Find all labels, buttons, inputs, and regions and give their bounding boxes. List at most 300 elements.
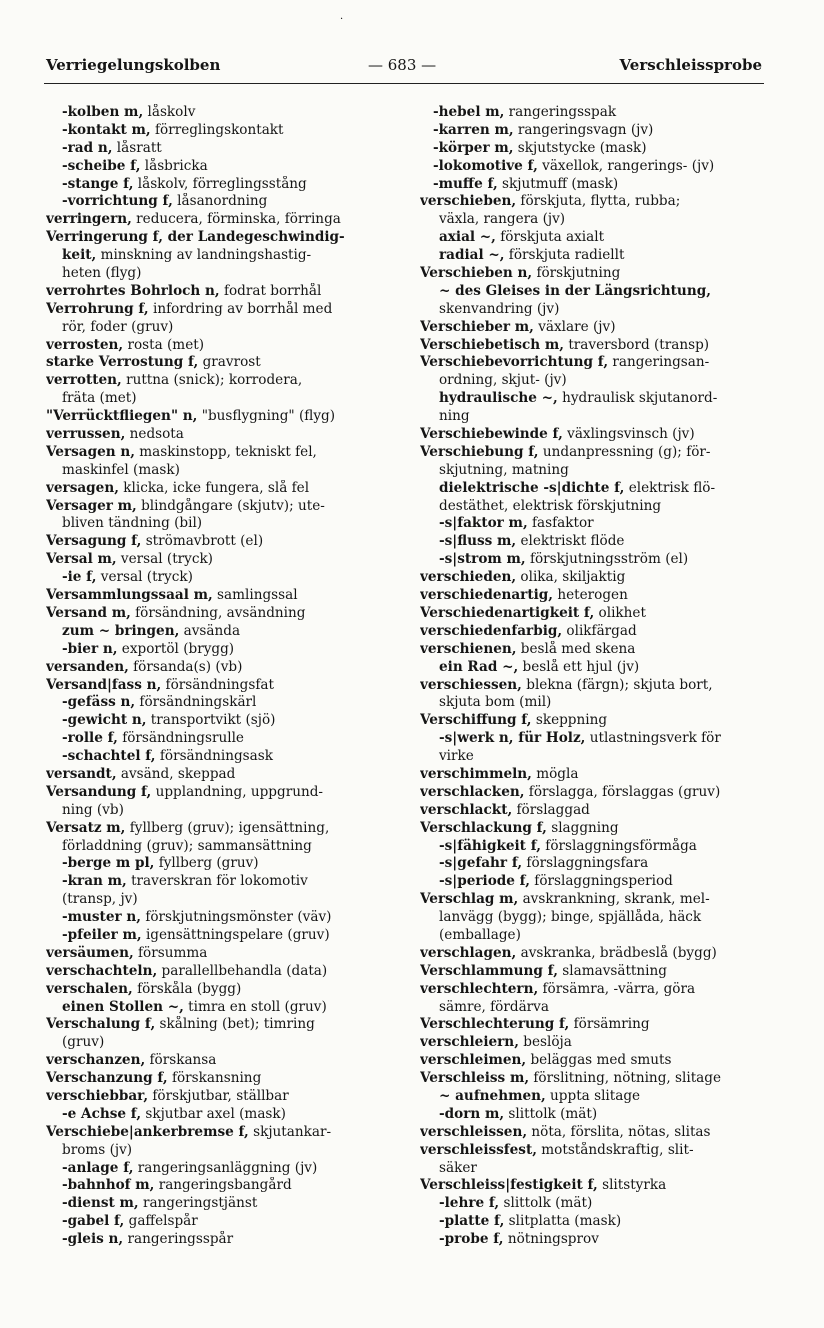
entry-line bbox=[420, 587, 772, 605]
entry-headword: Versager m, bbox=[46, 497, 137, 514]
entry-headword: hydraulische ~, bbox=[439, 390, 558, 407]
entry-headword: -e Achse f, bbox=[62, 1105, 142, 1122]
entry-line bbox=[46, 390, 398, 408]
entry-line bbox=[46, 1052, 398, 1070]
entry-definition: elektriskt flöde bbox=[516, 533, 625, 550]
entry-definition: beslöja bbox=[518, 1034, 572, 1051]
entry-headword: verrotten, bbox=[46, 372, 122, 389]
entry-line bbox=[420, 176, 772, 194]
entry-definition: rangeringsbangård bbox=[154, 1177, 292, 1194]
entry-line bbox=[46, 1124, 398, 1142]
entry-headword: -gleis n, bbox=[62, 1231, 124, 1248]
entry-definition: rangeringsvagn (jv) bbox=[513, 121, 654, 138]
entry-line bbox=[46, 873, 398, 891]
entry-line bbox=[420, 1142, 772, 1160]
entry-line bbox=[46, 193, 398, 211]
entry-headword: verschleissen, bbox=[420, 1123, 528, 1140]
entry-definition: bliven tändning (bil) bbox=[62, 515, 203, 532]
entry-headword: verschiedenartig, bbox=[420, 587, 554, 604]
entry-line bbox=[46, 766, 398, 784]
entry-definition: slaggning bbox=[546, 819, 619, 836]
entry-definition: blekna (färgn); skjuta bort, bbox=[521, 676, 713, 693]
entry-definition: beslå ett hjul (jv) bbox=[518, 658, 640, 675]
entry-definition: slitstyrka bbox=[597, 1177, 667, 1194]
entry-definition: (transp, jv) bbox=[62, 891, 138, 908]
entry-line bbox=[46, 927, 398, 945]
entry-line bbox=[46, 1213, 398, 1231]
entry-line bbox=[46, 480, 398, 498]
entry-definition: reducera, förminska, förringa bbox=[131, 211, 341, 228]
entry-headword: -s|fähigkeit f, bbox=[439, 837, 541, 854]
entry-definition: låskolv bbox=[143, 104, 196, 120]
entry-line bbox=[46, 1195, 398, 1213]
entry-line bbox=[420, 1231, 772, 1249]
entry-headword: verrosten, bbox=[46, 336, 124, 353]
entry-definition: ning (vb) bbox=[62, 801, 124, 818]
entry-definition: rör, foder (gruv) bbox=[62, 318, 174, 335]
entry-line bbox=[420, 193, 772, 211]
entry-definition: förskjuta, flytta, rubba; bbox=[516, 193, 681, 210]
entry-definition: klicka, icke fungera, slå fel bbox=[118, 479, 310, 496]
entry-line bbox=[46, 659, 398, 677]
entry-headword: Verschalung f, bbox=[46, 1016, 156, 1033]
entry-headword: verschiedenfarbig, bbox=[420, 622, 563, 639]
entry-definition: maskinfel (mask) bbox=[62, 461, 180, 478]
entry-headword: Verrohrung f, bbox=[46, 300, 149, 317]
entry-definition: beläggas med smuts bbox=[526, 1052, 672, 1069]
entry-definition: lanvägg (bygg); binge, spjällåda, häck bbox=[439, 909, 702, 926]
entry-line bbox=[46, 641, 398, 659]
entry-definition: försanda(s) (vb) bbox=[128, 658, 243, 675]
entry-definition: förskjutningsström (el) bbox=[525, 551, 689, 568]
entry-definition: förreglingskontakt bbox=[150, 121, 284, 138]
entry-line bbox=[46, 820, 398, 838]
entry-definition: rangeringsanläggning (jv) bbox=[133, 1159, 318, 1176]
entry-definition: ruttna (snick); korrodera, bbox=[121, 372, 303, 389]
entry-line bbox=[46, 1231, 398, 1249]
header-right-guideword: Verschleissprobe bbox=[619, 56, 762, 74]
entry-definition: transportvikt (sjö) bbox=[146, 712, 276, 729]
entry-definition: virke bbox=[439, 748, 474, 765]
entry-definition: (gruv) bbox=[62, 1034, 105, 1051]
entry-line bbox=[420, 766, 772, 784]
entry-line bbox=[420, 337, 772, 355]
entry-line bbox=[420, 319, 772, 337]
entry-headword: verschiessen, bbox=[420, 676, 522, 693]
entry-line bbox=[420, 1052, 772, 1070]
entry-line bbox=[420, 1195, 772, 1213]
entry-line bbox=[420, 247, 772, 265]
entry-definition: utlastningsverk för bbox=[585, 730, 721, 747]
entry-definition: hydraulisk skjutanord- bbox=[557, 390, 718, 407]
entry-definition: avsänd, skeppad bbox=[116, 765, 236, 782]
entry-headword: -karren m, bbox=[433, 121, 514, 138]
entry-definition: versal (tryck) bbox=[96, 569, 193, 586]
entry-definition: förskjutbar, ställbar bbox=[148, 1087, 289, 1104]
entry-definition: traversbord (transp) bbox=[564, 336, 710, 353]
entry-line bbox=[46, 372, 398, 390]
entry-line bbox=[420, 569, 772, 587]
entry-line bbox=[420, 855, 772, 873]
entry-headword: -schachtel f, bbox=[62, 748, 156, 765]
entry-definition: destäthet, elektrisk förskjutning bbox=[439, 497, 662, 514]
entry-line bbox=[46, 462, 398, 480]
entry-definition: motståndskraftig, slit- bbox=[536, 1141, 694, 1158]
entry-definition: försämra, -värra, göra bbox=[538, 980, 696, 997]
entry-line bbox=[46, 444, 398, 462]
entry-definition: minskning av landningshastig- bbox=[96, 247, 312, 264]
entry-definition: förskjuta radiellt bbox=[504, 247, 625, 264]
entry-headword: -scheibe f, bbox=[62, 157, 141, 174]
entry-definition: blindgångare (skjutv); ute- bbox=[136, 497, 325, 514]
entry-definition: rangeringsspak bbox=[504, 104, 617, 120]
entry-definition: fyllberg (gruv) bbox=[154, 855, 259, 872]
entry-line bbox=[46, 1088, 398, 1106]
entry-definition: skjuta bom (mil) bbox=[439, 694, 552, 711]
entry-line bbox=[46, 999, 398, 1017]
entry-headword: Verschleiss|festigkeit f, bbox=[420, 1177, 598, 1194]
entry-line bbox=[420, 515, 772, 533]
entry-line bbox=[46, 730, 398, 748]
entry-headword: -rad n, bbox=[62, 139, 113, 156]
entry-definition: skålning (bet); timring bbox=[155, 1016, 315, 1033]
entry-line bbox=[46, 551, 398, 569]
entry-line bbox=[46, 677, 398, 695]
page-number: — 683 — bbox=[368, 56, 437, 74]
entry-headword: verschanzen, bbox=[46, 1052, 146, 1069]
entry-definition: skenvandring (jv) bbox=[439, 300, 560, 317]
entry-definition: skjutstycke (mask) bbox=[513, 139, 647, 156]
entry-headword: keit, bbox=[62, 247, 97, 264]
entry-headword: -kontakt m, bbox=[62, 121, 151, 138]
entry-headword: verschleissfest, bbox=[420, 1141, 537, 1158]
entry-line bbox=[420, 426, 772, 444]
entry-headword: ~ aufnehmen, bbox=[439, 1087, 546, 1104]
entry-definition: sämre, fördärva bbox=[439, 998, 549, 1015]
entry-headword: versandt, bbox=[46, 765, 117, 782]
entry-line bbox=[420, 551, 772, 569]
entry-line bbox=[420, 265, 772, 283]
entry-headword: Verschiebetisch m, bbox=[420, 336, 564, 353]
entry-line bbox=[46, 426, 398, 444]
entry-definition: fasfaktor bbox=[527, 515, 594, 532]
entry-line bbox=[420, 1213, 772, 1231]
entry-definition: försumma bbox=[133, 944, 208, 961]
entry-line bbox=[46, 963, 398, 981]
entry-headword: verschleimen, bbox=[420, 1052, 527, 1069]
entry-definition: mögla bbox=[531, 765, 579, 782]
entry-line bbox=[46, 247, 398, 265]
entry-definition: låsbricka bbox=[140, 157, 208, 174]
entry-definition: samlingssal bbox=[212, 587, 298, 604]
entry-definition: broms (jv) bbox=[62, 1141, 133, 1158]
entry-definition: slitplatta (mask) bbox=[504, 1213, 622, 1230]
entry-definition: fräta (met) bbox=[62, 390, 137, 407]
entry-headword: -vorrichtung f, bbox=[62, 193, 173, 210]
entry-headword: Versagen n, bbox=[46, 443, 135, 460]
header-left-guideword: Verriegelungskolben bbox=[46, 56, 221, 74]
entry-headword: -lehre f, bbox=[439, 1195, 500, 1212]
entry-headword: verschieden, bbox=[420, 569, 517, 586]
entry-headword: Versagung f, bbox=[46, 533, 142, 550]
entry-definition: uppta slitage bbox=[545, 1087, 641, 1104]
entry-headword: einen Stollen ~, bbox=[62, 998, 184, 1015]
entry-definition: heten (flyg) bbox=[62, 265, 142, 282]
left-column bbox=[46, 104, 398, 1249]
entry-line bbox=[420, 909, 772, 927]
entry-headword: zum ~ bringen, bbox=[62, 622, 180, 639]
entry-definition: låskolv, förreglingsstång bbox=[133, 175, 307, 192]
entry-headword: -berge m pl, bbox=[62, 855, 155, 872]
entry-line bbox=[46, 140, 398, 158]
entry-definition: olikhet bbox=[594, 604, 646, 621]
entry-line bbox=[46, 408, 398, 426]
entry-line bbox=[46, 319, 398, 337]
entry-line bbox=[420, 802, 772, 820]
entry-line bbox=[420, 140, 772, 158]
entry-line bbox=[46, 122, 398, 140]
entry-definition: elektrisk flö- bbox=[624, 479, 716, 496]
entry-headword: axial ~, bbox=[439, 229, 496, 246]
entry-line bbox=[46, 945, 398, 963]
entry-line bbox=[420, 1106, 772, 1124]
entry-headword: versanden, bbox=[46, 658, 129, 675]
entry-headword: verschleiern, bbox=[420, 1034, 519, 1051]
entry-definition: skeppning bbox=[531, 712, 608, 729]
entry-line bbox=[420, 158, 772, 176]
entry-definition: slamavsättning bbox=[557, 962, 667, 979]
entry-headword: -gefäss n, bbox=[62, 694, 136, 711]
entry-line bbox=[46, 354, 398, 372]
right-column bbox=[420, 104, 772, 1249]
entry-line bbox=[420, 712, 772, 730]
entry-line bbox=[46, 515, 398, 533]
entry-line bbox=[420, 1070, 772, 1088]
entry-definition: försändningsask bbox=[155, 748, 273, 765]
entry-line bbox=[46, 229, 398, 247]
entry-headword: verringern, bbox=[46, 211, 132, 228]
entry-headword: Versand m, bbox=[46, 604, 131, 621]
entry-headword: verschienen, bbox=[420, 640, 517, 657]
entry-definition: försändningskärl bbox=[135, 694, 257, 711]
entry-definition: ning bbox=[439, 408, 470, 425]
entry-line bbox=[46, 337, 398, 355]
entry-definition: förskansning bbox=[167, 1070, 262, 1087]
entry-headword: verrussen, bbox=[46, 426, 126, 443]
entry-line bbox=[420, 838, 772, 856]
entry-headword: verschlacken, bbox=[420, 783, 525, 800]
entry-definition: versal (tryck) bbox=[116, 551, 213, 568]
entry-definition: låsratt bbox=[112, 139, 162, 156]
entry-headword: verschiebbar, bbox=[46, 1087, 149, 1104]
entry-headword: verschimmeln, bbox=[420, 765, 532, 782]
entry-headword: Versand|fass n, bbox=[46, 676, 162, 693]
entry-line bbox=[46, 1070, 398, 1088]
entry-line bbox=[46, 1106, 398, 1124]
entry-line bbox=[46, 802, 398, 820]
entry-definition: skjutning, matning bbox=[439, 461, 569, 478]
entry-definition: försändningsrulle bbox=[117, 730, 244, 747]
entry-headword: -stange f, bbox=[62, 175, 134, 192]
entry-line bbox=[420, 927, 772, 945]
entry-line bbox=[420, 999, 772, 1017]
entry-headword: ~ des Gleises in der Längsrichtung, bbox=[439, 282, 711, 299]
entry-line bbox=[420, 1088, 772, 1106]
entry-definition: förslagga, förslaggas (gruv) bbox=[524, 783, 721, 800]
entry-definition: förslaggningsperiod bbox=[529, 873, 673, 890]
entry-line bbox=[420, 748, 772, 766]
entry-headword: Verschiebe|ankerbremse f, bbox=[46, 1123, 249, 1140]
entry-definition: slittolk (mät) bbox=[499, 1195, 593, 1212]
entry-line bbox=[420, 1016, 772, 1034]
entry-headword: "Verrücktfliegen" n, bbox=[46, 408, 198, 425]
entry-definition: försändning, avsändning bbox=[130, 604, 306, 621]
entry-headword: -lokomotive f, bbox=[433, 157, 538, 174]
entry-line bbox=[420, 104, 772, 122]
entry-headword: -kolben m, bbox=[62, 104, 144, 120]
entry-definition: nötningsprov bbox=[503, 1231, 599, 1248]
entry-line bbox=[46, 605, 398, 623]
entry-line bbox=[420, 211, 772, 229]
entry-line bbox=[46, 694, 398, 712]
entry-headword: -rolle f, bbox=[62, 730, 118, 747]
entry-definition: växellok, rangerings- (jv) bbox=[537, 157, 715, 174]
entry-headword: -s|werk n, für Holz, bbox=[439, 730, 586, 747]
entry-definition: parallellbehandla (data) bbox=[157, 962, 328, 979]
entry-line bbox=[420, 641, 772, 659]
entry-line bbox=[420, 283, 772, 301]
entry-headword: versagen, bbox=[46, 479, 119, 496]
entry-line bbox=[420, 784, 772, 802]
entry-headword: Verschiebewinde f, bbox=[420, 426, 563, 443]
entry-headword: verschalen, bbox=[46, 980, 133, 997]
entry-line bbox=[46, 158, 398, 176]
entry-headword: Versandung f, bbox=[46, 783, 152, 800]
entry-headword: -bier n, bbox=[62, 640, 118, 657]
entry-line bbox=[420, 462, 772, 480]
entry-line bbox=[46, 533, 398, 551]
entry-line bbox=[420, 694, 772, 712]
entry-headword: -kran m, bbox=[62, 873, 127, 890]
entry-definition: olika, skiljaktig bbox=[516, 569, 626, 586]
entry-definition: (emballage) bbox=[439, 926, 521, 943]
entry-line bbox=[420, 444, 772, 462]
entry-line bbox=[420, 677, 772, 695]
entry-definition: nöta, förslita, nötas, slitas bbox=[527, 1123, 711, 1140]
entry-line bbox=[420, 372, 772, 390]
entry-headword: Verschieber m, bbox=[420, 318, 534, 335]
entry-definition: avskrankning, skrank, mel- bbox=[518, 891, 710, 908]
entry-definition: förslaggningsfara bbox=[522, 855, 649, 872]
entry-headword: -anlage f, bbox=[62, 1159, 134, 1176]
entry-line bbox=[46, 838, 398, 856]
entry-definition: försämring bbox=[569, 1016, 650, 1033]
entry-line bbox=[46, 855, 398, 873]
entry-line bbox=[420, 963, 772, 981]
entry-headword: Verschieben n, bbox=[420, 265, 533, 282]
entry-definition: förslitning, nötning, slitage bbox=[529, 1070, 722, 1087]
entry-line bbox=[420, 1160, 772, 1178]
entry-definition: strömavbrott (el) bbox=[141, 533, 264, 550]
entry-line bbox=[420, 659, 772, 677]
entry-line bbox=[46, 1160, 398, 1178]
entry-definition: rangeringsspår bbox=[123, 1231, 234, 1248]
entry-line bbox=[46, 891, 398, 909]
entry-headword: Versatz m, bbox=[46, 819, 126, 836]
entry-definition: traverskran för lokomotiv bbox=[126, 873, 308, 890]
entry-headword: radial ~, bbox=[439, 247, 505, 264]
entry-headword: verschachteln, bbox=[46, 962, 158, 979]
entry-definition: fodrat borrhål bbox=[219, 282, 322, 299]
entry-headword: -s|gefahr f, bbox=[439, 855, 523, 872]
entry-definition: förslaggad bbox=[512, 801, 590, 818]
entry-line bbox=[420, 730, 772, 748]
entry-definition: nedsota bbox=[125, 426, 184, 443]
entry-line bbox=[46, 569, 398, 587]
entry-headword: verschieben, bbox=[420, 193, 517, 210]
entry-definition: säker bbox=[439, 1159, 477, 1176]
entry-definition: igensättningspelare (gruv) bbox=[141, 926, 330, 943]
entry-headword: verschlackt, bbox=[420, 801, 513, 818]
entry-definition: förskjutningsmönster (väv) bbox=[141, 909, 332, 926]
page-header bbox=[46, 56, 762, 78]
entry-line bbox=[46, 784, 398, 802]
entry-headword: verrohrtes Bohrloch n, bbox=[46, 282, 220, 299]
entry-definition: olikfärgad bbox=[562, 622, 637, 639]
header-rule bbox=[44, 83, 764, 84]
entry-line bbox=[420, 891, 772, 909]
entry-definition: exportöl (brygg) bbox=[117, 640, 235, 657]
entry-headword: -ie f, bbox=[62, 569, 97, 586]
entry-definition: växlingsvinsch (jv) bbox=[562, 426, 695, 443]
entry-line bbox=[420, 623, 772, 641]
entry-line bbox=[46, 1034, 398, 1052]
entry-definition: upplandning, uppgrund- bbox=[151, 783, 324, 800]
entry-definition: "busflygning" (flyg) bbox=[197, 408, 336, 425]
entry-definition: ordning, skjut- (jv) bbox=[439, 372, 567, 389]
entry-definition: växlare (jv) bbox=[533, 318, 616, 335]
entry-headword: Verschlammung f, bbox=[420, 962, 558, 979]
entry-headword: -gabel f, bbox=[62, 1213, 125, 1230]
entry-headword: Verschiebevorrichtung f, bbox=[420, 354, 609, 371]
entry-headword: Verschiebung f, bbox=[420, 443, 539, 460]
entry-definition: förskåla (bygg) bbox=[132, 980, 242, 997]
entry-line bbox=[46, 283, 398, 301]
entry-definition: gravrost bbox=[198, 354, 261, 371]
entry-line bbox=[46, 301, 398, 319]
entry-headword: -s|faktor m, bbox=[439, 515, 528, 532]
entry-definition: avskranka, brädbeslå (bygg) bbox=[516, 944, 717, 961]
entry-definition: växla, rangera (jv) bbox=[439, 211, 566, 228]
entry-headword: -gewicht n, bbox=[62, 712, 147, 729]
entry-line bbox=[420, 945, 772, 963]
entry-definition: skjutmuff (mask) bbox=[497, 175, 619, 192]
entry-headword: -muster n, bbox=[62, 909, 142, 926]
entry-line bbox=[46, 981, 398, 999]
entry-definition: skjutankar- bbox=[248, 1123, 332, 1140]
entry-line bbox=[46, 1016, 398, 1034]
entry-definition: förskansa bbox=[145, 1052, 217, 1069]
entry-headword: verschlagen, bbox=[420, 944, 517, 961]
entry-definition: skjutbar axel (mask) bbox=[141, 1105, 286, 1122]
entry-definition: avsända bbox=[179, 622, 241, 639]
entry-headword: -s|periode f, bbox=[439, 873, 530, 890]
entry-headword: -körper m, bbox=[433, 139, 514, 156]
entry-headword: versäumen, bbox=[46, 944, 134, 961]
entry-line bbox=[420, 354, 772, 372]
entry-line bbox=[46, 1177, 398, 1195]
entry-line bbox=[46, 498, 398, 516]
